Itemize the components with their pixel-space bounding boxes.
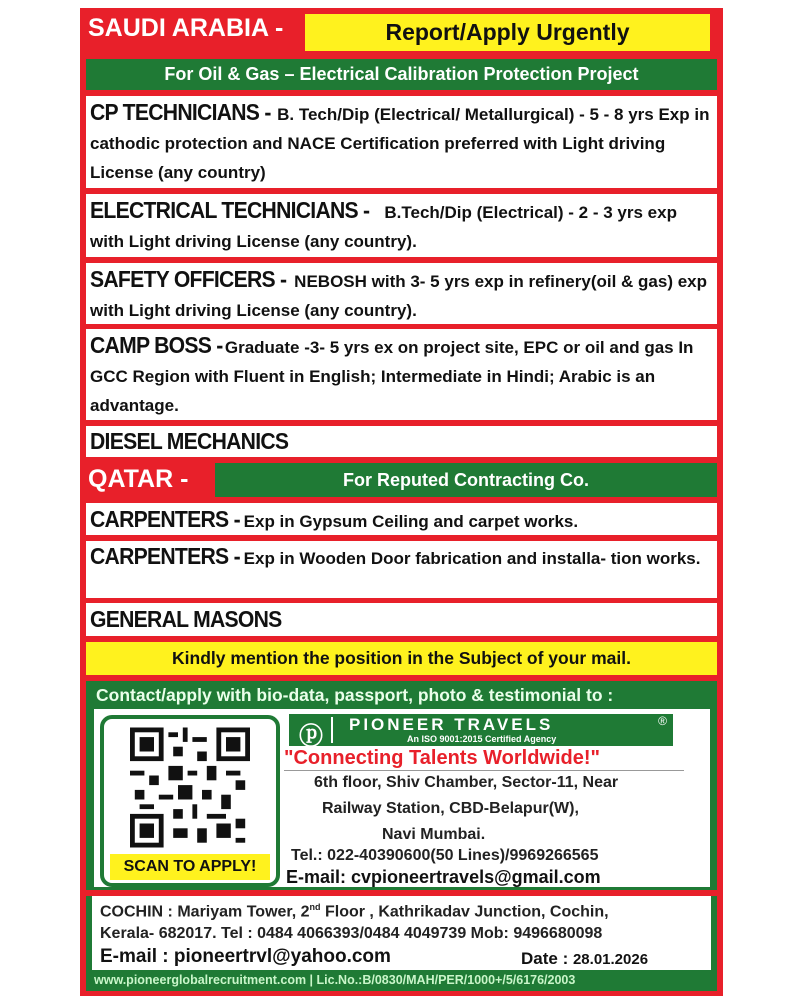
job-carpenters-gypsum	[86, 503, 717, 535]
job-desc: NEBOSH with 3- 5 yrs exp in refinery(oil & gas) exp with Light driving License (any country).	[90, 272, 708, 320]
cochin-address-part: Mariyam Tower, 2	[177, 903, 310, 921]
ordinal-sup: nd	[309, 902, 321, 912]
job-desc: B. Tech/Dip (Electrical/ Metallurgical) - 5 - 8 yrs Exp in cathodic protection and NACE Certification preferred with Light driving License (any country)	[90, 105, 710, 182]
qr-code[interactable]	[100, 715, 280, 887]
job-title: SAFETY OFFICERS -	[90, 266, 287, 292]
subject-note: Kindly mention the position in the Subject of your mail.	[86, 642, 717, 675]
date-value: 28.01.2026	[572, 951, 649, 968]
tagline: "Connecting Talents Worldwide!"	[284, 747, 684, 771]
date-label: Date :	[521, 949, 569, 968]
job-desc: Exp in Gypsum Ceiling and carpet works.	[243, 512, 579, 531]
job-title: CARPENTERS -	[90, 506, 240, 532]
job-desc: Graduate -3- 5 yrs ex on project site, EPC or oil and gas In GCC Region with Fluent in English; Intermediate in Hindi; Arabic is an advantage.	[90, 338, 694, 415]
header-country: SAUDI ARABIA -	[88, 14, 284, 42]
job-title: CARPENTERS -	[90, 543, 240, 569]
pioneer-logo	[289, 714, 673, 750]
cochin-address-1	[100, 902, 609, 921]
date	[521, 949, 648, 969]
cochin-section	[86, 896, 717, 991]
job-carpenters-wooden	[86, 541, 717, 598]
scan-to-apply-label: SCAN TO APPLY!	[110, 854, 270, 880]
job-electrical-technicians	[86, 194, 717, 257]
cochin-address-part: Floor , Kathrikadav Junction, Cochin,	[320, 903, 609, 921]
job-title: GENERAL MASONS	[90, 606, 282, 632]
cochin-label: COCHIN :	[100, 903, 173, 921]
address-line-1: 6th floor, Shiv Chamber, Sector-11, Near	[314, 774, 619, 791]
job-desc: B.Tech/Dip (Electrical) - 2 - 3 yrs exp with Light driving License (any country).	[90, 203, 677, 251]
address-line-2: Railway Station, CBD-Belapur(W),	[322, 800, 579, 817]
urgent-banner: Report/Apply Urgently	[305, 14, 710, 51]
job-title: ELECTRICAL TECHNICIANS -	[90, 197, 370, 223]
job-title: CAMP BOSS -	[90, 332, 223, 358]
cochin-email[interactable]: E-mail : pioneertrvl@yahoo.com	[100, 946, 391, 967]
qatar-company-banner: For Reputed Contracting Co.	[215, 463, 717, 497]
job-cp-technicians	[86, 96, 717, 188]
qr-code-icon	[130, 725, 250, 850]
address-line-3: Navi Mumbai.	[382, 826, 486, 843]
logo-registered: ®	[658, 714, 667, 728]
contact-section	[86, 681, 717, 890]
logo-name: PIONEER TRAVELS	[349, 715, 554, 734]
project-banner: For Oil & Gas – Electrical Calibration Protection Project	[86, 59, 717, 90]
cochin-address-2: Kerala- 682017. Tel : 0484 4066393/0484 4049739 Mob: 9496680098	[100, 925, 603, 942]
contact-heading: Contact/apply with bio-data, passport, photo & testimonial to :	[96, 685, 614, 705]
pioneer-logo-icon: ⓟ	[299, 723, 323, 750]
job-title: CP TECHNICIANS -	[90, 99, 271, 125]
qatar-country: QATAR -	[88, 465, 189, 493]
job-safety-officers	[86, 263, 717, 324]
job-title: DIESEL MECHANICS	[90, 428, 289, 454]
footer-website-license[interactable]: www.pioneerglobalrecruitment.com | Lic.No.:B/0830/MAH/PER/1000+/5/6176/2003	[94, 973, 576, 987]
job-desc: Exp in Wooden Door fabrication and installa- tion works.	[243, 549, 701, 568]
job-camp-boss	[86, 329, 717, 420]
logo-subtitle: An ISO 9001:2015 Certified Agency	[407, 734, 557, 744]
job-general-masons	[86, 603, 717, 636]
email-link[interactable]: E-mail: cvpioneertravels@gmail.com	[286, 867, 601, 887]
phone: Tel.: 022-40390600(50 Lines)/9969266565	[291, 847, 599, 864]
job-diesel-mechanics	[86, 426, 717, 457]
